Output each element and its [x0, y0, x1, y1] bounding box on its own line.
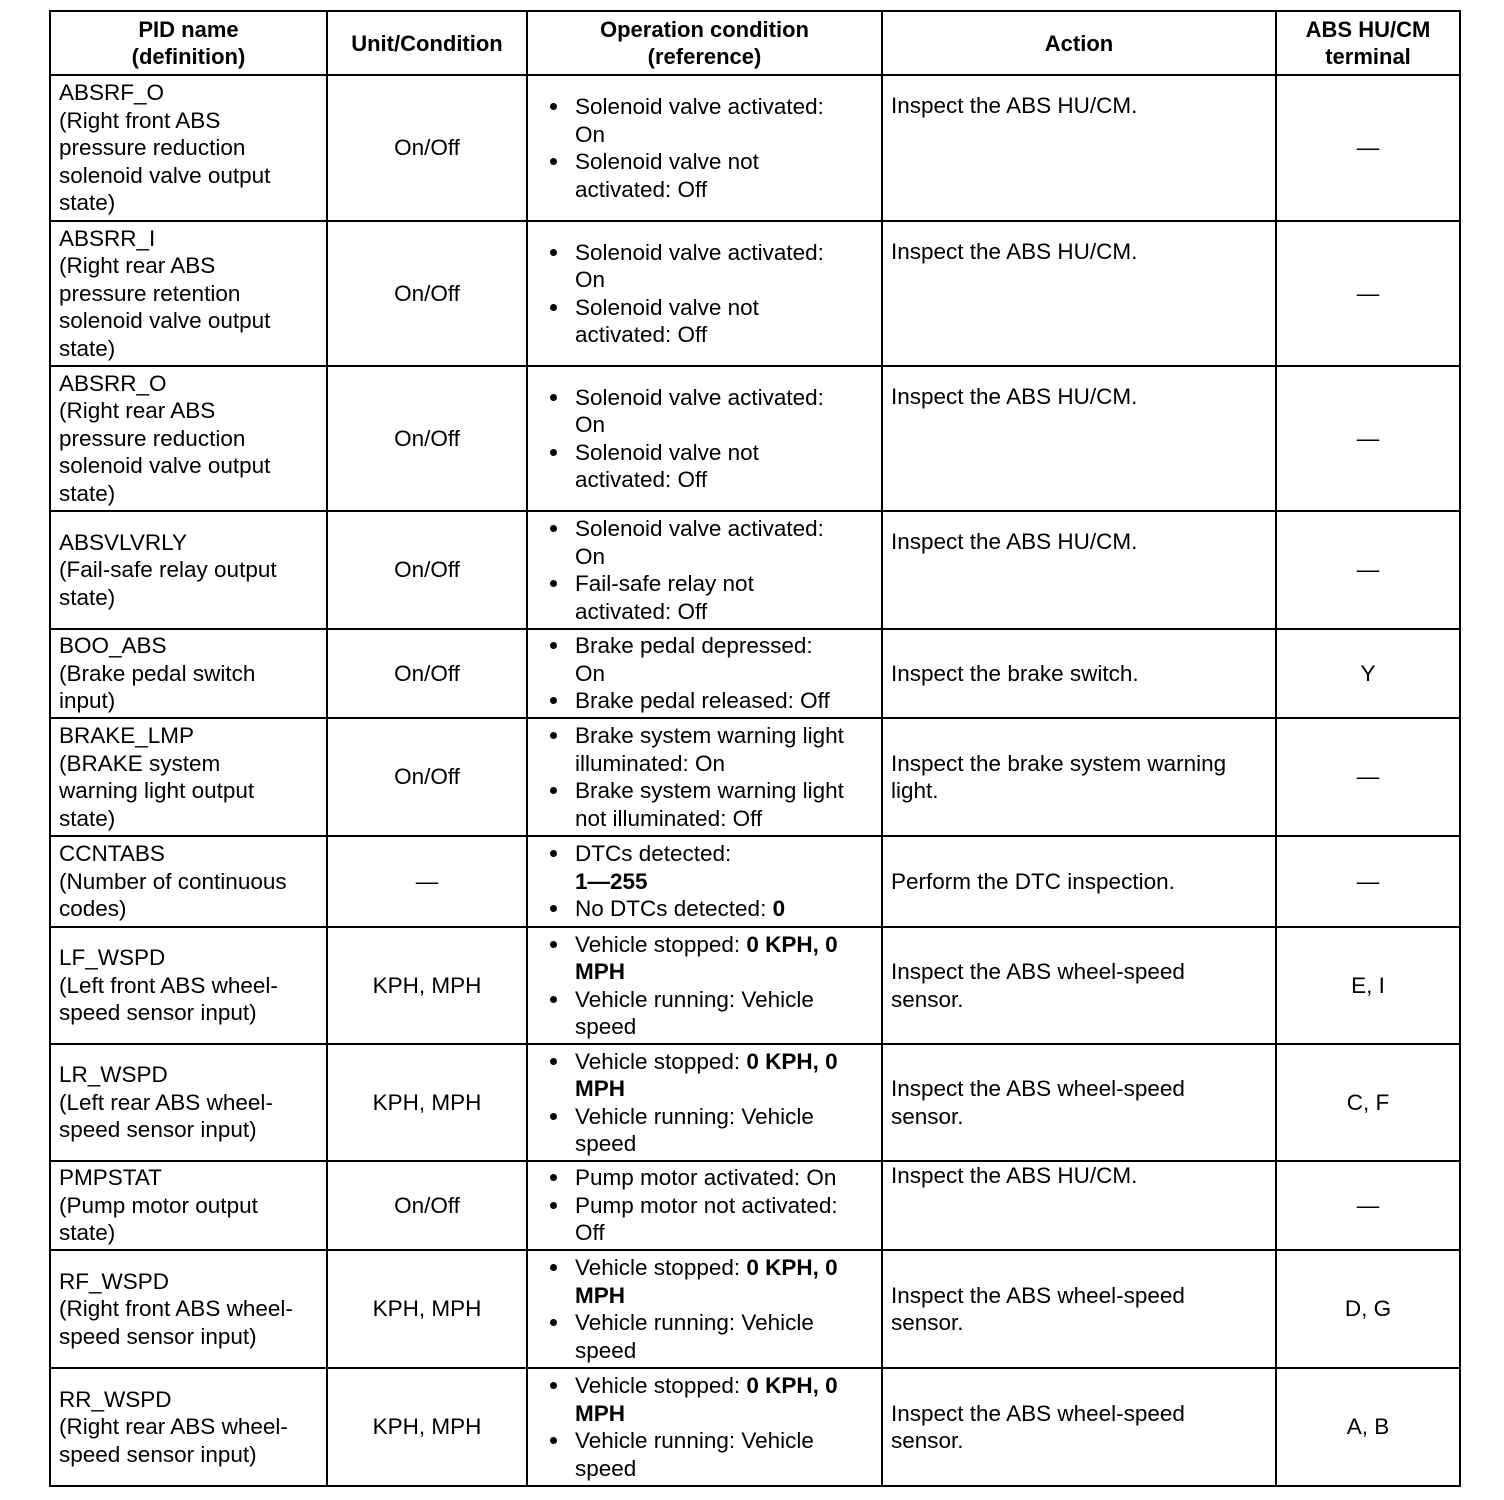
- pid-name-line: BRAKE_LMP: [59, 723, 195, 748]
- header-unit-label: Unit/Condition: [351, 30, 503, 56]
- operation-item: [550, 931, 877, 986]
- operation-text: Brake pedal released: Off: [575, 688, 830, 714]
- operation-list: [550, 1372, 877, 1482]
- operation-value: 0 KPH, 0: [746, 1255, 838, 1280]
- operation-value: 0 KPH, 0: [746, 1048, 838, 1074]
- operation-line: [575, 93, 877, 121]
- pid-name-line: (Right front ABS: [59, 107, 221, 133]
- pid-name-line: ABSRR_I: [59, 225, 156, 251]
- operation-list: [550, 931, 877, 1041]
- operation-text: Fail-safe relay not: [575, 571, 754, 596]
- operation-condition-cell: [527, 75, 882, 221]
- unit-condition-cell: [327, 629, 527, 718]
- operation-line: [575, 687, 877, 715]
- header-pid-line1: PID name: [138, 17, 239, 42]
- pid-name-cell: [50, 718, 327, 836]
- operation-list: [550, 632, 877, 715]
- pid-name-cell: [50, 1368, 327, 1486]
- operation-item: [550, 1048, 877, 1103]
- action-line: Inspect the ABS wheel-speed: [891, 1076, 1185, 1101]
- pid-name-line: codes): [59, 896, 127, 922]
- operation-item: [550, 632, 877, 687]
- table-row: [50, 511, 1460, 629]
- operation-condition-cell: [527, 1044, 882, 1161]
- operation-item: [550, 1103, 877, 1158]
- operation-line: [575, 294, 877, 322]
- operation-item: [550, 1254, 877, 1309]
- pid-name-line: (Pump motor output: [59, 1192, 258, 1218]
- operation-text: Solenoid valve activated:: [575, 94, 824, 119]
- action-line: Inspect the ABS wheel-speed: [891, 959, 1185, 984]
- operation-condition-cell: [527, 1250, 882, 1368]
- operation-line: [575, 1400, 877, 1428]
- operation-condition-cell: [527, 927, 882, 1044]
- pid-name-cell: [50, 836, 327, 927]
- table-row: [50, 366, 1460, 511]
- pid-name-line: (Right rear ABS: [59, 253, 216, 279]
- unit-condition-cell: [327, 927, 527, 1044]
- operation-text: activated: Off: [575, 467, 708, 492]
- action-line: Inspect the ABS HU/CM.: [891, 239, 1138, 264]
- operation-value: 1—255: [575, 868, 648, 894]
- operation-text: illuminated: On: [575, 750, 726, 776]
- action-cell: [882, 927, 1276, 1044]
- pid-name-line: (Left front ABS wheel-: [59, 972, 278, 998]
- operation-line: [575, 384, 877, 412]
- operation-item: [550, 1309, 877, 1364]
- pid-name-line: pressure retention: [59, 280, 241, 306]
- operation-line: [575, 750, 877, 778]
- operation-line: [575, 1048, 877, 1076]
- table-row: [50, 629, 1460, 718]
- unit-condition-cell: [327, 1368, 527, 1486]
- action-cell: [882, 366, 1276, 511]
- header-terminal: [1276, 11, 1460, 75]
- operation-condition-cell: [527, 221, 882, 366]
- pid-name-cell: [50, 1250, 327, 1368]
- pid-name-cell: [50, 1161, 327, 1250]
- header-action: [882, 11, 1276, 75]
- terminal-cell: [1276, 221, 1460, 366]
- terminal-cell: [1276, 511, 1460, 629]
- terminal-value: C, F: [1346, 1089, 1390, 1115]
- pid-name-line: speed sensor input): [59, 1441, 257, 1467]
- operation-line: [575, 598, 877, 626]
- pid-name-line: pressure reduction: [59, 135, 246, 161]
- operation-list: [550, 239, 877, 349]
- pid-name-line: state): [59, 584, 116, 610]
- terminal-cell: [1276, 1161, 1460, 1250]
- operation-line: [575, 777, 877, 805]
- action-line: Inspect the ABS wheel-speed: [891, 1282, 1185, 1308]
- action-cell: [882, 1161, 1276, 1250]
- pid-name-line: pressure reduction: [59, 425, 246, 451]
- header-op-line2: (reference): [647, 44, 762, 69]
- unit-value: —: [415, 868, 439, 894]
- unit-value: On/Off: [394, 135, 460, 161]
- terminal-value: —: [1356, 764, 1380, 790]
- pid-name-cell: [50, 1044, 327, 1161]
- operation-line: [575, 840, 877, 868]
- operation-text: activated: Off: [575, 176, 708, 202]
- operation-text: Solenoid valve activated:: [575, 384, 824, 410]
- operation-text: Brake system warning light: [575, 778, 844, 803]
- terminal-cell: [1276, 1368, 1460, 1486]
- pid-name-line: state): [59, 805, 116, 831]
- pid-name-line: ABSRF_O: [59, 80, 165, 106]
- operation-condition-cell: [527, 1368, 882, 1486]
- operation-text: No DTCs detected:: [575, 896, 773, 922]
- operation-line: [575, 321, 877, 349]
- action-cell: [882, 1250, 1276, 1368]
- pid-name-line: ABSRR_O: [59, 370, 167, 396]
- unit-condition-cell: [327, 75, 527, 221]
- operation-item: [550, 895, 877, 923]
- pid-name-line: solenoid valve output: [59, 453, 271, 479]
- operation-line: [575, 1372, 877, 1400]
- operation-text: Pump motor not activated:: [575, 1192, 838, 1218]
- operation-line: [575, 176, 877, 204]
- unit-condition-cell: [327, 221, 527, 366]
- unit-value: KPH, MPH: [372, 1089, 482, 1115]
- pid-name-line: solenoid valve output: [59, 162, 271, 188]
- table-row: [50, 927, 1460, 1044]
- pid-name-line: solenoid valve output: [59, 308, 271, 334]
- unit-value: On/Off: [394, 660, 460, 686]
- pid-name-line: RR_WSPD: [59, 1386, 172, 1412]
- operation-list: [550, 1164, 877, 1247]
- operation-value: MPH: [575, 959, 625, 984]
- operation-line: Vehicle running: Vehicle: [575, 1310, 814, 1335]
- table-row: [50, 221, 1460, 366]
- operation-text: activated: Off: [575, 322, 708, 347]
- action-line: Inspect the ABS HU/CM.: [891, 529, 1138, 554]
- unit-condition-cell: [327, 836, 527, 927]
- operation-line: [575, 543, 877, 571]
- terminal-cell: [1276, 927, 1460, 1044]
- header-operation-condition: [527, 11, 882, 75]
- header-pid-line2: (definition): [131, 44, 246, 69]
- table-row: [50, 718, 1460, 836]
- pid-name-cell: [50, 75, 327, 221]
- unit-value: On/Off: [394, 764, 460, 790]
- table-row: [50, 1368, 1460, 1486]
- pid-name-line: input): [59, 688, 116, 714]
- header-unit-condition: [327, 11, 527, 75]
- pid-name-line: LR_WSPD: [59, 1062, 168, 1088]
- action-line: Inspect the ABS HU/CM.: [891, 93, 1138, 118]
- operation-text: Solenoid valve not: [575, 439, 759, 465]
- operation-line: [575, 895, 877, 923]
- pid-name-line: (Right rear ABS wheel-: [59, 1414, 288, 1440]
- unit-value: On/Off: [394, 280, 460, 306]
- pid-name-line: BOO_ABS: [59, 633, 167, 659]
- operation-line: [575, 1075, 877, 1103]
- pid-name-cell: [50, 221, 327, 366]
- operation-list: [550, 722, 877, 832]
- pid-name-line: warning light output: [59, 778, 255, 803]
- operation-line: speed: [575, 1455, 637, 1481]
- pid-name-line: speed sensor input): [59, 1000, 257, 1026]
- operation-line: Vehicle running: Vehicle: [575, 986, 814, 1012]
- operation-value: MPH: [575, 1282, 625, 1308]
- header-term-line1: ABS HU/CM: [1305, 17, 1431, 42]
- unit-value: On/Off: [394, 1192, 460, 1218]
- terminal-cell: [1276, 75, 1460, 221]
- action-cell: [882, 511, 1276, 629]
- action-cell: [882, 836, 1276, 927]
- operation-condition-cell: [527, 718, 882, 836]
- operation-line: Vehicle running: Vehicle: [575, 1103, 814, 1129]
- operation-text: On: [575, 121, 606, 147]
- action-cell: [882, 718, 1276, 836]
- operation-line: [575, 239, 877, 267]
- pid-name-line: state): [59, 1220, 116, 1246]
- operation-condition-cell: [527, 511, 882, 629]
- action-cell: [882, 75, 1276, 221]
- pid-name-line: (Right front ABS wheel-: [59, 1296, 293, 1322]
- operation-item: [550, 722, 877, 777]
- operation-value: 0: [772, 896, 786, 922]
- operation-item: [550, 515, 877, 570]
- operation-text: On: [575, 660, 606, 686]
- table-row: [50, 1250, 1460, 1368]
- operation-list: [550, 1254, 877, 1364]
- action-line: Inspect the ABS HU/CM.: [891, 384, 1138, 409]
- action-line: sensor.: [891, 1310, 964, 1335]
- operation-item: [550, 239, 877, 294]
- pid-name-cell: [50, 366, 327, 511]
- operation-line: [575, 439, 877, 467]
- action-line: light.: [891, 778, 939, 803]
- operation-line: [575, 515, 877, 543]
- pid-name-line: (BRAKE system: [59, 750, 221, 776]
- operation-item: [550, 687, 877, 715]
- operation-text: Solenoid valve not: [575, 149, 759, 174]
- terminal-cell: [1276, 836, 1460, 927]
- action-line: sensor.: [891, 986, 964, 1012]
- pid-name-line: (Number of continuous: [59, 868, 287, 894]
- action-line: Perform the DTC inspection.: [891, 868, 1175, 894]
- operation-text: On: [575, 543, 606, 569]
- operation-line: [575, 1282, 877, 1310]
- operation-text: Solenoid valve activated:: [575, 239, 824, 265]
- operation-value: 0 KPH, 0: [746, 931, 838, 957]
- operation-line: [575, 121, 877, 149]
- action-line: Inspect the brake switch.: [891, 660, 1139, 686]
- operation-item: [550, 148, 877, 203]
- operation-item: [550, 1164, 877, 1192]
- operation-text: DTCs detected:: [575, 841, 732, 867]
- pid-name-line: (Right rear ABS: [59, 398, 216, 424]
- operation-line: [575, 632, 877, 660]
- terminal-value: D, G: [1344, 1296, 1392, 1322]
- terminal-cell: [1276, 366, 1460, 511]
- action-cell: [882, 1044, 1276, 1161]
- header-op-line1: Operation condition: [600, 17, 809, 42]
- operation-value: 0 KPH, 0: [746, 1373, 838, 1398]
- unit-value: KPH, MPH: [372, 1296, 482, 1322]
- operation-line: [575, 148, 877, 176]
- operation-line: speed: [575, 1337, 637, 1363]
- operation-condition-cell: [527, 366, 882, 511]
- unit-value: KPH, MPH: [372, 1414, 482, 1440]
- operation-list: [550, 840, 877, 923]
- pid-name-line: RF_WSPD: [59, 1268, 170, 1294]
- table-row: [50, 836, 1460, 927]
- header-pid-name: [50, 11, 327, 75]
- operation-item: [550, 439, 877, 494]
- operation-text: Brake pedal depressed:: [575, 633, 813, 659]
- action-cell: [882, 629, 1276, 718]
- operation-list: [550, 1048, 877, 1158]
- terminal-value: A, B: [1346, 1414, 1390, 1440]
- action-line: Inspect the ABS wheel-speed: [891, 1400, 1185, 1426]
- operation-text: Solenoid valve activated:: [575, 516, 824, 541]
- unit-condition-cell: [327, 1044, 527, 1161]
- terminal-cell: [1276, 1044, 1460, 1161]
- table-row: [50, 1044, 1460, 1161]
- operation-line: [575, 570, 877, 598]
- operation-text: Off: [575, 1220, 605, 1246]
- pid-name-line: state): [59, 480, 116, 506]
- action-line: sensor.: [891, 1428, 964, 1453]
- pid-name-line: CCNTABS: [59, 841, 165, 867]
- operation-text: On: [575, 267, 606, 292]
- operation-item: [550, 840, 877, 895]
- operation-line: [575, 266, 877, 294]
- operation-text: activated: Off: [575, 598, 708, 624]
- unit-value: On/Off: [394, 557, 460, 583]
- unit-condition-cell: [327, 1161, 527, 1250]
- terminal-value: E, I: [1351, 972, 1385, 998]
- terminal-value: —: [1356, 1192, 1380, 1218]
- operation-line: Vehicle running: Vehicle: [575, 1428, 814, 1453]
- operation-item: [550, 1372, 877, 1427]
- operation-line: speed: [575, 1131, 637, 1156]
- operation-text: Brake system warning light: [575, 723, 844, 748]
- action-line: Inspect the ABS HU/CM.: [891, 1163, 1138, 1188]
- operation-line: [575, 868, 877, 896]
- unit-value: On/Off: [394, 425, 460, 451]
- operation-item: [550, 1427, 877, 1482]
- action-cell: [882, 221, 1276, 366]
- operation-item: [550, 93, 877, 148]
- pid-name-line: ABSVLVRLY: [59, 529, 187, 555]
- pid-name-line: (Brake pedal switch: [59, 660, 256, 686]
- operation-text: Vehicle stopped:: [575, 931, 747, 957]
- terminal-cell: [1276, 1250, 1460, 1368]
- unit-value: KPH, MPH: [372, 972, 482, 998]
- operation-line: [575, 1219, 877, 1247]
- operation-line: [575, 1192, 877, 1220]
- header-row: [50, 11, 1460, 75]
- terminal-value: —: [1356, 135, 1380, 161]
- terminal-cell: [1276, 718, 1460, 836]
- operation-item: [550, 1192, 877, 1247]
- operation-line: [575, 805, 877, 833]
- operation-text: not illuminated: Off: [575, 805, 763, 831]
- terminal-value: —: [1356, 425, 1380, 451]
- operation-condition-cell: [527, 629, 882, 718]
- pid-name-cell: [50, 629, 327, 718]
- unit-condition-cell: [327, 366, 527, 511]
- terminal-cell: [1276, 629, 1460, 718]
- operation-line: speed: [575, 1014, 637, 1039]
- operation-list: [550, 93, 877, 203]
- operation-item: [550, 777, 877, 832]
- terminal-value: —: [1356, 557, 1380, 583]
- pid-name-cell: [50, 927, 327, 1044]
- pid-name-line: (Fail-safe relay output: [59, 557, 277, 583]
- terminal-value: —: [1356, 868, 1380, 894]
- action-line: sensor.: [891, 1103, 964, 1129]
- operation-line: [575, 1164, 877, 1192]
- table-row: [50, 1161, 1460, 1250]
- pid-name-cell: [50, 511, 327, 629]
- action-cell: [882, 1368, 1276, 1486]
- pid-name-line: speed sensor input): [59, 1323, 257, 1349]
- operation-text: Vehicle stopped:: [575, 1373, 747, 1398]
- unit-condition-cell: [327, 1250, 527, 1368]
- operation-line: [575, 466, 877, 494]
- operation-text: Vehicle stopped:: [575, 1255, 747, 1280]
- pid-name-line: (Left rear ABS wheel-: [59, 1089, 273, 1115]
- pid-name-line: LF_WSPD: [59, 945, 166, 971]
- operation-text: Solenoid valve not: [575, 294, 759, 320]
- operation-condition-cell: [527, 1161, 882, 1250]
- operation-item: [550, 570, 877, 625]
- operation-value: MPH: [575, 1076, 625, 1101]
- pid-table: [49, 10, 1461, 1487]
- operation-item: [550, 384, 877, 439]
- terminal-value: Y: [1360, 660, 1376, 686]
- pid-name-line: speed sensor input): [59, 1117, 257, 1143]
- action-line: Inspect the brake system warning: [891, 750, 1227, 776]
- operation-list: [550, 384, 877, 494]
- terminal-value: —: [1356, 280, 1380, 306]
- pid-name-line: state): [59, 190, 116, 216]
- operation-line: [575, 660, 877, 688]
- table-row: [50, 75, 1460, 221]
- unit-condition-cell: [327, 718, 527, 836]
- operation-list: [550, 515, 877, 625]
- operation-text: On: [575, 412, 606, 437]
- unit-condition-cell: [327, 511, 527, 629]
- operation-item: [550, 986, 877, 1041]
- header-term-line2: terminal: [1325, 44, 1411, 69]
- operation-text: Pump motor activated: On: [575, 1165, 837, 1191]
- operation-condition-cell: [527, 836, 882, 927]
- operation-line: [575, 931, 877, 959]
- header-action-label: Action: [1044, 30, 1114, 56]
- pid-name-line: state): [59, 335, 116, 361]
- operation-value: MPH: [575, 1400, 625, 1426]
- operation-line: [575, 958, 877, 986]
- operation-item: [550, 294, 877, 349]
- operation-line: [575, 1254, 877, 1282]
- operation-text: Vehicle stopped:: [575, 1048, 747, 1074]
- operation-line: [575, 411, 877, 439]
- operation-line: [575, 722, 877, 750]
- pid-name-line: PMPSTAT: [59, 1165, 162, 1191]
